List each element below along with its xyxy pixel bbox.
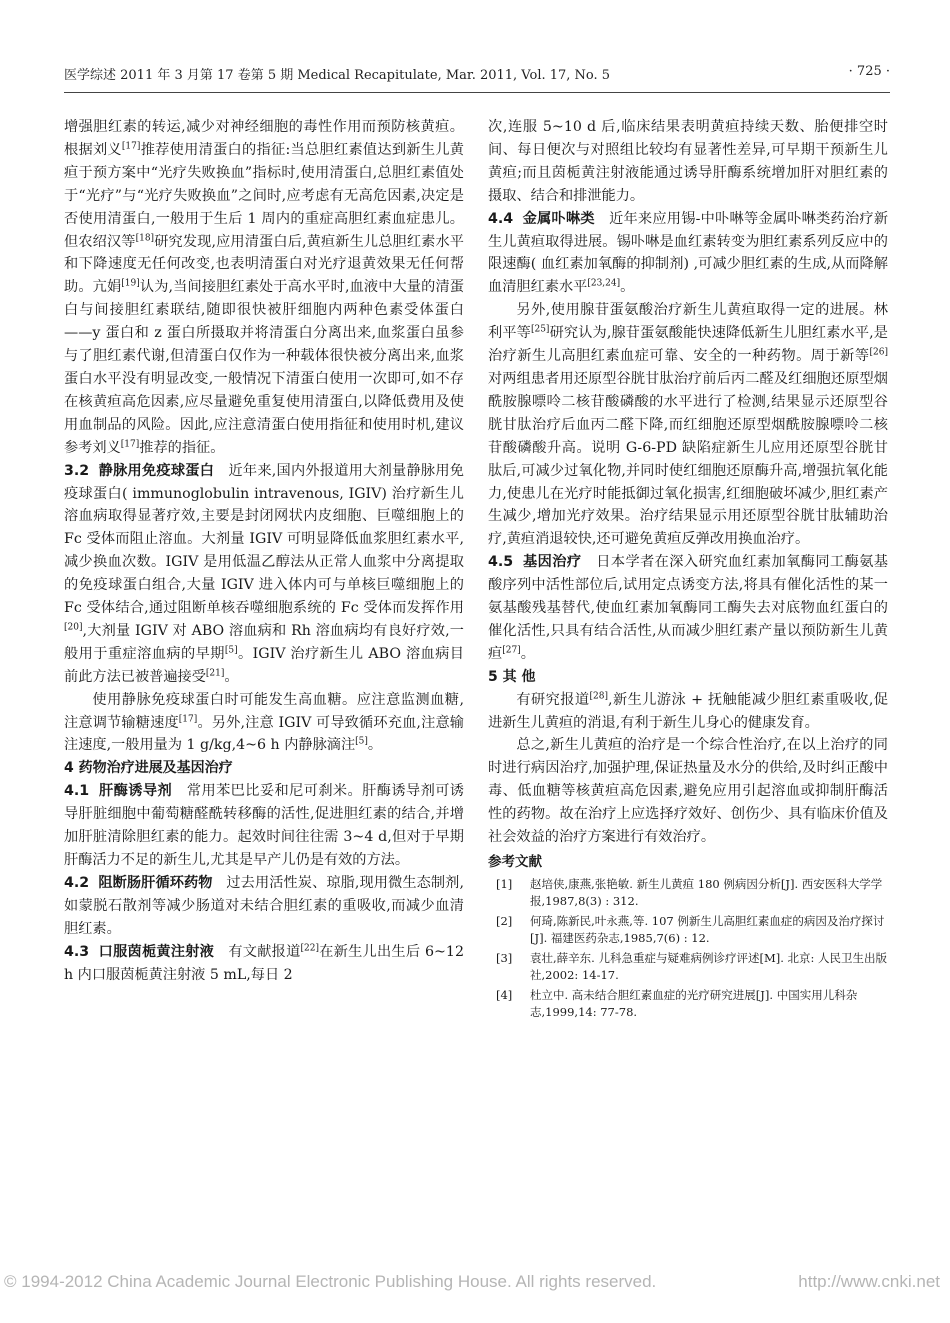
section-4-2: 4.2 阻断肠肝循环药物 过去用活性炭、琼脂,现用微生态制剂,如蒙脱石散剂等减少肠道对未结合胆红素的重吸收,而减少血清胆红素。 <box>64 874 464 937</box>
section-5-heading: 5 其 他 <box>488 668 536 685</box>
paragraph-conclusion: 总之,新生儿黄疸的治疗是一个综合性治疗,在以上治疗的同时进行病因治疗,加强护理,保证热量及水分的供给,及时纠正酸中毒、低血糖等核黄疸高危因素,避免应用引起溶血或抑制肝酶活性的药物。故在治疗上应选择疗效好、创伤少、具有临床价值及社会效益的治疗方案进行有效治疗。 <box>488 737 888 846</box>
section-number: 4.3 <box>64 943 90 960</box>
citation: [17] <box>178 713 198 724</box>
right-column <box>488 116 888 1024</box>
reference-item <box>488 950 888 985</box>
section-number: 4.2 <box>64 874 90 891</box>
citation: [18] <box>135 232 155 243</box>
citation: [25] <box>530 324 550 335</box>
journal-info: 医学综述 2011 年 3 月第 17 卷第 5 期 Medical Recapitulate, Mar. 2011, Vol. 17, No. 5 <box>64 68 611 83</box>
header-rule <box>64 92 890 93</box>
citation: [21] <box>205 668 225 679</box>
section-4-1: 4.1 肝酶诱导剂 常用苯巴比妥和尼可刹米。肝酶诱导剂可诱导肝脏细胞中葡萄糖醛酰转移酶的活性,促进胆红素的结合,并增加肝脏清除胆红素的能力。起效时间往往需 3~4 d,但对于早期肝酶活力不足的新生儿,尤其是早产儿仍是有效的方法。 <box>64 783 464 868</box>
reference-number: [3] <box>496 950 513 965</box>
section-4-3: 4.3 口服茵栀黄注射液 有文献报道[22]在新生儿出生后 6~12 h 内口服茵栀黄注射液 5 mL,每日 2 <box>64 942 464 983</box>
reference-text: 何琦,陈新民,叶永燕,等. 107 例新生儿高胆红素血症的病因及治疗探讨[J]. 福建医药杂志,1985,7(6) : 12. <box>530 913 885 946</box>
reference-item <box>488 876 888 911</box>
section-3-2: 3.2 静脉用免疫球蛋白 近年来,国内外报道用大剂量静脉用免疫球蛋白( immunoglobulin intravenous, IGIV) 治疗新生儿溶血病取得显著疗效,主要是封闭网状内皮细胞、巨噬细胞上的 Fc 受体而阻止溶血。大剂量 IGIV 可明显降低血浆胆红素水平,减少换血次数。IGIV 是用低温乙醇法从正常人血浆中分离提取的免疫球蛋白组合,大量 IGIV 进入体内可与单核巨噬细胞上的 Fc 受体结合,通过阻断单核吞噬细胞系统的 Fc 受体而发挥作用[20],大剂量 IGIV 对 ABO 溶血病和 Rh 溶血病均有良好疗效,一般用于重症溶血病的早期[5]。IGIV 治疗新生儿 ABO 溶血病目前此方法已被普遍接受[21]。 <box>64 462 464 685</box>
section-4-heading: 4 药物治疗进展及基因治疗 <box>64 760 233 777</box>
citation: [22] <box>300 942 320 953</box>
citation: [5] <box>224 645 238 656</box>
paragraph-albumin: 增强胆红素的转运,减少对神经细胞的毒性作用而预防核黄疸。根据刘义[17]推荐使用清蛋白的指征:当总胆红素值达到新生儿黄疸于预方案中“光疗失败换血”指标时,使用清蛋白,总胆红素值处于“光疗”与“光疗失败换血”之间时,应考虑有无高危因素,决定是否使用清蛋白,一般用于生后 1 周内的重症高胆红素血症患儿。但农绍汉等[18]研究发现,应用清蛋白后,黄疸新生儿总胆红素水平和下降速度无任何改变,也表明清蛋白对光疗退黄效果无任何帮助。亢娟[19]认为,当间接胆红素处于高水平时,血液中大量的清蛋白与间接胆红素联结,随即很快被肝细胞内两种色素受体蛋白——y 蛋白和 z 蛋白所摄取并将清蛋白分离出来,血浆蛋白虽参与了胆红素代谢,但清蛋白仅作为一种载体很快被分离出来,血浆蛋白水平没有明显改变,一般情况下清蛋白使用一次即可,如不存在核黄疸高危因素,应尽量避免重复使用清蛋白,以降低费用及使用血制品的风险。因此,应注意清蛋白使用指征和使用时机,建议参考刘义[17]推荐的指征。 <box>64 119 464 456</box>
page-number: · 725 · <box>848 64 890 79</box>
section-4-5: 4.5 基因治疗 日本学者在深入研究血红素加氧酶同工酶氨基酸序列中活性部位后,试用定点诱变方法,将具有催化活性的某一氨基酸残基替代,使血红素加氧酶同工酶失去对底物血红蛋白的催化活性,只具有结合活性,从而减少胆红素产量以预防新生儿黄疸[27]。 <box>488 554 888 662</box>
section-heading: 肝酶诱导剂 <box>99 783 173 800</box>
reference-text: 袁壮,薛辛东. 儿科急重症与疑难病例诊疗评述[M]. 北京: 人民卫生出版社,2002: 14-17. <box>530 950 888 983</box>
section-number: 3.2 <box>64 462 90 479</box>
section-4-4: 4.4 金属卟啉类 近年来应用锡-中卟啉等金属卟啉类药治疗新生儿黄疸取得进展。锡卟啉是血红素转变为胆红素系列反应中的限速酶( 血红素加氧酶的抑制剂) ,可减少胆红素的生成,从而降解血清胆红素水平[23,24]。 <box>488 210 889 296</box>
reference-text: 赵培侠,康燕,张艳敏. 新生儿黄疸 180 例病因分析[J]. 西安医科大学学报,1987,8(3) : 312. <box>530 876 883 909</box>
citation: [28] <box>589 690 609 701</box>
publisher-url: http://www.cnki.net <box>798 1272 940 1291</box>
references-heading: 参考文献 <box>488 854 542 870</box>
citation: [27] <box>502 645 521 656</box>
section-number: 4.5 <box>488 554 514 571</box>
reference-item <box>488 987 888 1022</box>
reference-item <box>488 913 888 948</box>
citation: [17] <box>121 141 141 152</box>
references <box>488 851 888 1022</box>
paragraph-hyperglycemia: 使用静脉免疫球蛋白时可能发生高血糖。应注意监测血糖,注意调节输糖速度[17]。另外,注意 IGIV 可导致循环充血,注意输注速度,一般用量为 1 g/kg,4~6 h 内静脉滴注[5]。 <box>64 691 464 754</box>
reference-number: [4] <box>496 987 513 1002</box>
citation: [19] <box>121 278 140 289</box>
citation: [20] <box>64 622 83 633</box>
paragraph-swimming: 有研究报道[28],新生儿游泳 + 抚触能减少胆红素重吸收,促进新生儿黄疸的消退,有利于新生儿身心的健康发育。 <box>488 690 888 731</box>
reference-number: [2] <box>496 913 513 928</box>
section-number: 4.4 <box>488 210 514 227</box>
section-number: 4.1 <box>64 783 90 800</box>
section-heading: 静脉用免疫球蛋白 <box>98 462 215 479</box>
section-heading: 金属卟啉类 <box>522 210 595 227</box>
citation: [26] <box>869 347 888 358</box>
reference-text: 杜立中. 高未结合胆红素血症的光疗研究进展[J]. 中国实用儿科杂志,1999,14: 77-78. <box>530 987 858 1020</box>
section-heading: 口服茵栀黄注射液 <box>98 943 215 960</box>
section-heading: 基因治疗 <box>523 554 582 571</box>
section-heading: 阻断肠肝循环药物 <box>98 874 213 891</box>
paragraph-ademetionine: 另外,使用腺苷蛋氨酸治疗新生儿黄疸取得一定的进展。林利平等[25]研究认为,腺苷蛋氨酸能快速降低新生儿胆红素水平,是治疗新生儿高胆红素血症可靠、安全的一种药物。周于新等[26]对两组患者用还原型谷胱甘肽治疗前后丙二醛及红细胞还原型烟酰胺腺嘌呤二核苷酸磷酸的水平进行了检测,结果显示还原型谷胱甘肽治疗后血丙二醛下降,而红细胞还原型烟酰胺腺嘌呤二核苷酸磷酸升高。说明 G-6-PD 缺陷症新生儿应用还原型谷胱甘肽后,可减少过氧化物,并同时使红细胞还原酶升高,增强抗氧化能力,使患儿在光疗时能抵御过氧化损害,红细胞破坏减少,胆红素产生减少,增加光疗效果。治疗结果显示用还原型谷胱甘肽辅助治疗,黄疸消退较快,还可避免黄疸反弹改用换血治疗。 <box>488 302 888 548</box>
paragraph-continued: 次,连服 5~10 d 后,临床结果表明黄疸持续天数、胎便排空时间、每日便次与对照组比较均有显著性差异,可早期干预新生儿黄疸;而且茵栀黄注射液能通过诱导肝酶系统增加肝对胆红素的摄取、结合和排泄能力。 <box>488 119 888 204</box>
left-column <box>64 116 464 986</box>
citation: [17] <box>120 438 140 449</box>
reference-number: [1] <box>496 876 513 891</box>
citation: [23,24] <box>587 278 621 289</box>
citation: [5] <box>355 736 368 747</box>
copyright-notice: © 1994-2012 China Academic Journal Electronic Publishing House. All rights reserved. <box>4 1272 657 1291</box>
